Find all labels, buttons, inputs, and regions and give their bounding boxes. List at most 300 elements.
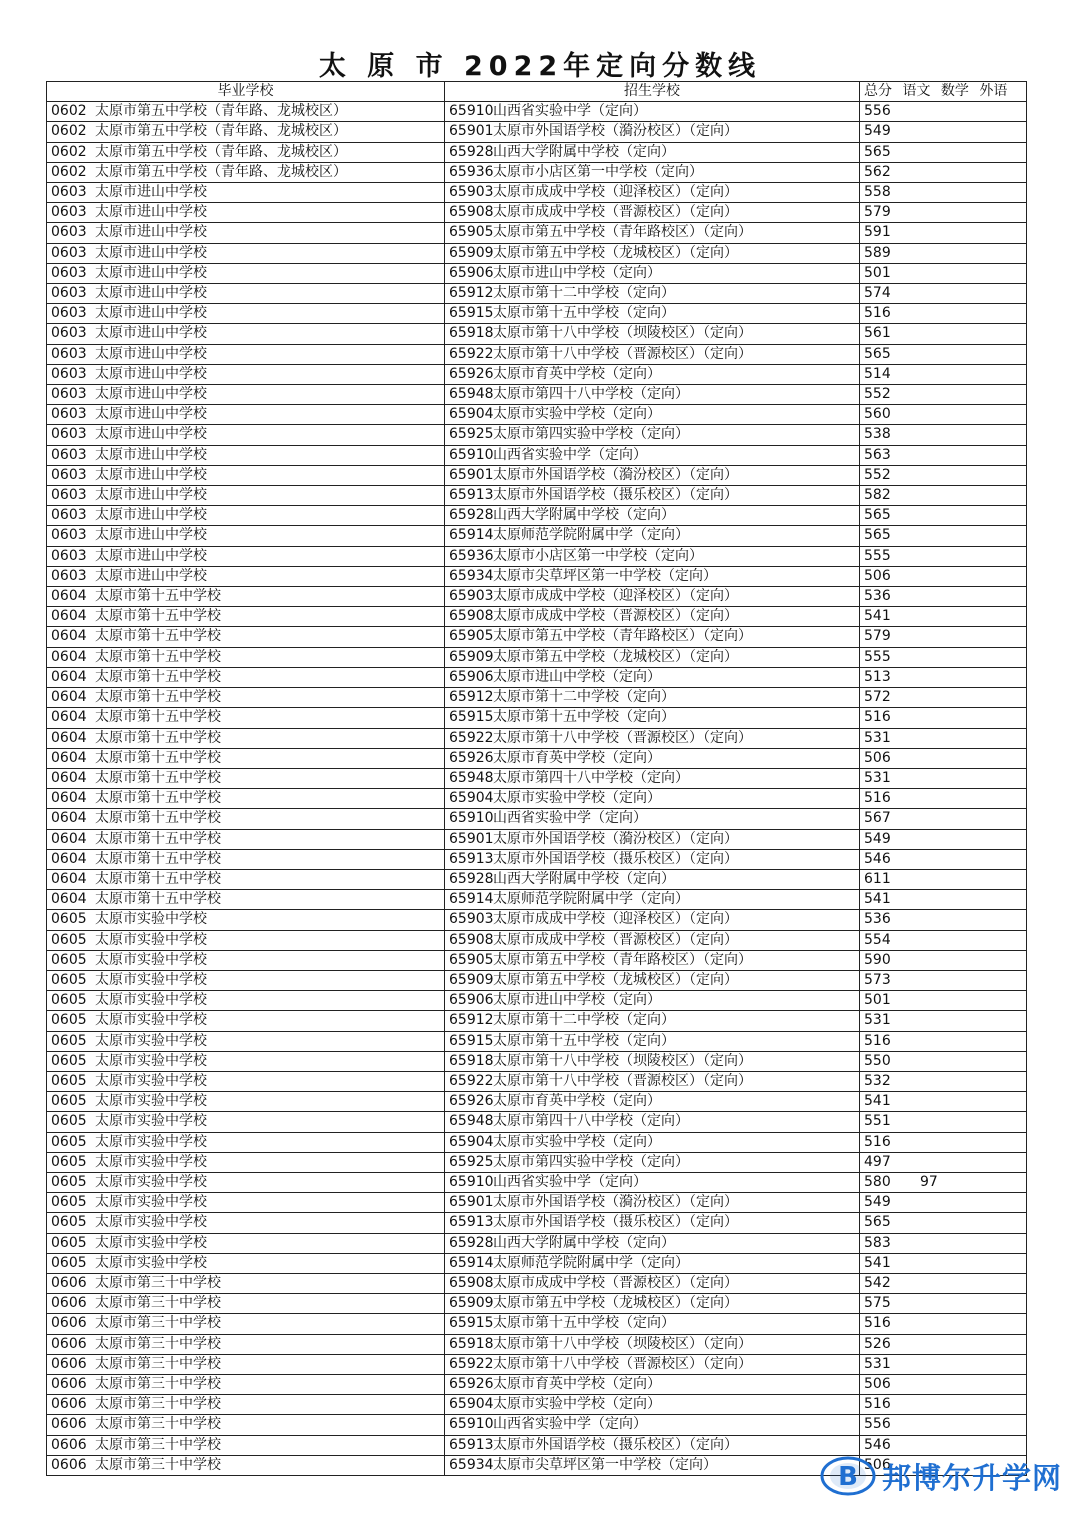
grad-school-cell: [47, 647, 445, 667]
grad-school-cell: [47, 263, 445, 283]
score-cell: [860, 1314, 1027, 1334]
enroll-school-name: 太原市第十八中学校（晋源校区）（定向）: [493, 345, 752, 362]
score-cell: [860, 1193, 1027, 1213]
enroll-school-code: 65906: [449, 264, 494, 281]
total-score: 565: [864, 1214, 891, 1231]
grad-school-code: 0605: [51, 931, 87, 948]
enroll-school-code: 65925: [449, 426, 494, 443]
enroll-school-name: 太原市进山中学校（定向）: [493, 264, 661, 281]
grad-school-cell: [47, 1051, 445, 1071]
enroll-school-code: 65904: [449, 406, 494, 423]
enroll-school-code: 65914: [449, 891, 494, 908]
enroll-school-cell: [445, 607, 860, 627]
grad-school-cell: [47, 385, 445, 405]
enroll-school-cell: [445, 1415, 860, 1435]
grad-school-name: 太原市进山中学校: [95, 527, 207, 544]
chinese-score: 97: [920, 1173, 938, 1190]
grad-school-cell: [47, 183, 445, 203]
enroll-school-name: 太原市实验中学校（定向）: [493, 790, 661, 807]
grad-school-code: 0603: [51, 507, 87, 524]
grad-school-code: 0604: [51, 709, 87, 726]
grad-school-name: 太原市进山中学校: [95, 224, 207, 241]
enroll-school-name: 太原市第五中学校（青年路校区）（定向）: [493, 628, 752, 645]
score-cell: [860, 364, 1027, 384]
score-cell: [860, 809, 1027, 829]
total-score: 516: [864, 1315, 891, 1332]
total-score: 506: [864, 749, 891, 766]
enroll-school-name: 太原市成成中学校（晋源校区）（定向）: [493, 1274, 738, 1291]
grad-school-code: 0603: [51, 365, 87, 382]
enroll-school-code: 65909: [449, 244, 494, 261]
enroll-school-code: 65904: [449, 1396, 494, 1413]
table-row: [47, 1051, 1027, 1071]
grad-school-name: 太原市进山中学校: [95, 487, 207, 504]
enroll-school-cell: [445, 1294, 860, 1314]
score-cell: [860, 1051, 1027, 1071]
grad-school-code: 0603: [51, 264, 87, 281]
table-row: [47, 587, 1027, 607]
score-cell: [860, 1354, 1027, 1374]
grad-school-name: 太原市第十五中学校: [95, 769, 221, 786]
grad-school-cell: [47, 122, 445, 142]
enroll-school-cell: [445, 587, 860, 607]
grad-school-cell: [47, 223, 445, 243]
enroll-school-cell: [445, 890, 860, 910]
grad-school-name: 太原市第三十中学校: [95, 1456, 221, 1473]
enroll-school-name: 太原市进山中学校（定向）: [493, 992, 661, 1009]
enroll-school-cell: [445, 1435, 860, 1455]
enroll-school-name: 太原市成成中学校（迎泽校区）（定向）: [493, 588, 738, 605]
grad-school-cell: [47, 1395, 445, 1415]
total-score: 579: [864, 628, 891, 645]
enroll-school-name: 太原市第十八中学校（坝陵校区）（定向）: [493, 1052, 752, 1069]
enroll-school-code: 65906: [449, 668, 494, 685]
table-row: [47, 1112, 1027, 1132]
grad-school-code: 0605: [51, 1173, 87, 1190]
enroll-school-code: 65922: [449, 1072, 494, 1089]
enroll-school-cell: [445, 829, 860, 849]
enroll-school-code: 65918: [449, 1052, 494, 1069]
enroll-school-cell: [445, 243, 860, 263]
grad-school-code: 0606: [51, 1396, 87, 1413]
enroll-school-name: 太原师范学院附属中学（定向）: [493, 891, 689, 908]
total-score: 506: [864, 1376, 891, 1392]
enroll-school-name: 太原市育英中学校（定向）: [493, 1376, 661, 1392]
enroll-school-code: 65936: [449, 547, 494, 564]
total-score: 549: [864, 123, 891, 140]
table-row: [47, 748, 1027, 768]
score-cell: [860, 183, 1027, 203]
total-score: 590: [864, 951, 891, 968]
enroll-school-name: 山西省实验中学（定向）: [493, 103, 647, 120]
enroll-school-name: 太原师范学院附属中学（定向）: [493, 527, 689, 544]
grad-school-code: 0603: [51, 527, 87, 544]
score-cell: [860, 688, 1027, 708]
enroll-school-name: 太原市外国语学校（摄乐校区）（定向）: [493, 1436, 738, 1453]
grad-school-name: 太原市进山中学校: [95, 184, 207, 201]
grad-school-cell: [47, 991, 445, 1011]
grad-school-cell: [47, 607, 445, 627]
enroll-school-name: 太原市第五中学校（龙城校区）（定向）: [493, 648, 738, 665]
grad-school-cell: [47, 708, 445, 728]
grad-school-code: 0606: [51, 1315, 87, 1332]
table-row: [47, 849, 1027, 869]
grad-school-cell: [47, 829, 445, 849]
score-cell: [860, 425, 1027, 445]
grad-school-name: 太原市进山中学校: [95, 325, 207, 342]
total-score: 565: [864, 507, 891, 524]
score-cell: [860, 445, 1027, 465]
enroll-school-code: 65901: [449, 123, 494, 140]
enroll-school-name: 太原市成成中学校（晋源校区）（定向）: [493, 204, 738, 221]
grad-school-code: 0605: [51, 1254, 87, 1271]
enroll-school-cell: [445, 1031, 860, 1051]
enroll-school-name: 山西大学附属中学校（定向）: [493, 143, 675, 160]
total-score: 561: [864, 325, 891, 342]
enroll-school-cell: [445, 869, 860, 889]
grad-school-code: 0603: [51, 406, 87, 423]
grad-school-cell: [47, 1233, 445, 1253]
grad-school-code: 0606: [51, 1456, 87, 1473]
grad-school-code: 0604: [51, 891, 87, 908]
enroll-school-name: 太原市成成中学校（晋源校区）（定向）: [493, 608, 738, 625]
grad-school-code: 0604: [51, 870, 87, 887]
watermark-text: 邦博尔升学网: [881, 1460, 1062, 1495]
grad-school-code: 0603: [51, 204, 87, 221]
table-row: [47, 506, 1027, 526]
grad-school-name: 太原市第十五中学校: [95, 749, 221, 766]
total-score: 536: [864, 911, 891, 928]
enroll-school-name: 太原市成成中学校（迎泽校区）（定向）: [493, 184, 738, 201]
grad-school-code: 0605: [51, 1052, 87, 1069]
enroll-school-name: 山西省实验中学（定向）: [493, 810, 647, 827]
enroll-school-code: 65948: [449, 1113, 494, 1130]
grad-school-name: 太原市实验中学校: [95, 1214, 207, 1231]
grad-school-cell: [47, 243, 445, 263]
grad-school-name: 太原市实验中学校: [95, 1254, 207, 1271]
table-row: [47, 324, 1027, 344]
grad-school-name: 太原市进山中学校: [95, 507, 207, 524]
enroll-school-code: 65910: [449, 1173, 494, 1190]
table-row: [47, 1435, 1027, 1455]
enroll-school-code: 65928: [449, 507, 494, 524]
enroll-school-name: 太原市第十八中学校（晋源校区）（定向）: [493, 1355, 752, 1372]
grad-school-cell: [47, 688, 445, 708]
enroll-school-cell: [445, 405, 860, 425]
enroll-school-name: 山西大学附属中学校（定向）: [493, 870, 675, 887]
grad-school-cell: [47, 1334, 445, 1354]
grad-school-cell: [47, 304, 445, 324]
score-cell: [860, 203, 1027, 223]
score-cell: [860, 1415, 1027, 1435]
grad-school-cell: [47, 748, 445, 768]
grad-school-name: 太原市第三十中学校: [95, 1295, 221, 1312]
enroll-school-code: 65913: [449, 1436, 494, 1453]
table-row: [47, 486, 1027, 506]
grad-school-code: 0603: [51, 285, 87, 302]
enroll-school-cell: [445, 1011, 860, 1031]
enroll-school-code: 65922: [449, 729, 494, 746]
table-row: [47, 1132, 1027, 1152]
enroll-school-name: 太原市实验中学校（定向）: [493, 406, 661, 423]
grad-school-cell: [47, 344, 445, 364]
grad-school-code: 0604: [51, 790, 87, 807]
score-cell: [860, 1253, 1027, 1273]
table-row: [47, 1314, 1027, 1334]
score-cell: [860, 1031, 1027, 1051]
grad-school-code: 0605: [51, 951, 87, 968]
total-score: 506: [864, 567, 891, 584]
grad-school-code: 0603: [51, 305, 87, 322]
total-score: 532: [864, 1072, 891, 1089]
enroll-school-name: 山西省实验中学（定向）: [493, 1173, 647, 1190]
enroll-school-name: 山西大学附属中学校（定向）: [493, 1234, 675, 1251]
total-score: 541: [864, 1254, 891, 1271]
enroll-school-code: 65909: [449, 1295, 494, 1312]
enroll-school-cell: [445, 223, 860, 243]
enroll-school-cell: [445, 1253, 860, 1273]
table-row: [47, 1415, 1027, 1435]
table-row: [47, 930, 1027, 950]
enroll-school-code: 65903: [449, 588, 494, 605]
grad-school-cell: [47, 1273, 445, 1293]
table-row: [47, 910, 1027, 930]
table-row: [47, 445, 1027, 465]
enroll-school-name: 山西省实验中学（定向）: [493, 1416, 647, 1433]
enroll-school-name: 太原师范学院附属中学（定向）: [493, 1254, 689, 1271]
grad-school-code: 0604: [51, 749, 87, 766]
table-row: [47, 142, 1027, 162]
enroll-school-cell: [445, 748, 860, 768]
enroll-school-code: 65913: [449, 1214, 494, 1231]
enroll-school-cell: [445, 142, 860, 162]
score-cell: [860, 526, 1027, 546]
enroll-school-cell: [445, 849, 860, 869]
enroll-school-name: 太原市第十二中学校（定向）: [493, 285, 675, 302]
enroll-school-code: 65913: [449, 850, 494, 867]
grad-school-name: 太原市第三十中学校: [95, 1416, 221, 1433]
grad-school-cell: [47, 1455, 445, 1475]
enroll-school-code: 65908: [449, 608, 494, 625]
grad-school-name: 太原市第十五中学校: [95, 668, 221, 685]
grad-school-name: 太原市第三十中学校: [95, 1355, 221, 1372]
total-score: 516: [864, 1396, 891, 1413]
table-header-row: [47, 82, 1027, 102]
grad-school-code: 0604: [51, 810, 87, 827]
watermark: [818, 1454, 1062, 1498]
grad-school-code: 0604: [51, 648, 87, 665]
enroll-school-cell: [445, 506, 860, 526]
table-row: [47, 203, 1027, 223]
enroll-school-code: 65909: [449, 971, 494, 988]
grad-school-code: 0602: [51, 123, 87, 140]
grad-school-name: 太原市进山中学校: [95, 466, 207, 483]
enroll-school-code: 65915: [449, 709, 494, 726]
grad-school-cell: [47, 1112, 445, 1132]
grad-school-code: 0604: [51, 668, 87, 685]
grad-school-code: 0604: [51, 729, 87, 746]
total-score: 541: [864, 891, 891, 908]
score-cell: [860, 1112, 1027, 1132]
grad-school-name: 太原市进山中学校: [95, 365, 207, 382]
grad-school-code: 0604: [51, 850, 87, 867]
enroll-school-cell: [445, 728, 860, 748]
score-cell: [860, 1213, 1027, 1233]
enroll-school-code: 65918: [449, 325, 494, 342]
grad-school-code: 0606: [51, 1376, 87, 1392]
enroll-school-code: 65908: [449, 204, 494, 221]
grad-school-cell: [47, 445, 445, 465]
enroll-school-name: 太原市第五中学校（龙城校区）（定向）: [493, 1295, 738, 1312]
score-cell: [860, 1011, 1027, 1031]
total-score: 554: [864, 931, 891, 948]
grad-school-cell: [47, 465, 445, 485]
grad-school-name: 太原市第五中学校（青年路、龙城校区）: [95, 163, 347, 180]
total-score: 550: [864, 1052, 891, 1069]
grad-school-cell: [47, 566, 445, 586]
page-title: 太 原 市 2022年定向分数线: [318, 51, 762, 82]
score-cell: [860, 304, 1027, 324]
grad-school-name: 太原市实验中学校: [95, 1052, 207, 1069]
table-row: [47, 1011, 1027, 1031]
table-row: [47, 1152, 1027, 1172]
header-enroll-school: 招生学校: [445, 82, 860, 102]
table-row: [47, 627, 1027, 647]
enroll-school-code: 65914: [449, 1254, 494, 1271]
grad-school-cell: [47, 627, 445, 647]
enroll-school-cell: [445, 1354, 860, 1374]
total-score: 546: [864, 1436, 891, 1453]
table-row: [47, 1375, 1027, 1395]
table-row: [47, 890, 1027, 910]
grad-school-name: 太原市第十五中学校: [95, 870, 221, 887]
grad-school-code: 0606: [51, 1436, 87, 1453]
grad-school-code: 0605: [51, 1153, 87, 1170]
score-cell: [860, 566, 1027, 586]
grad-school-name: 太原市第十五中学校: [95, 729, 221, 746]
grad-school-code: 0604: [51, 588, 87, 605]
grad-school-code: 0603: [51, 345, 87, 362]
grad-school-code: 0603: [51, 426, 87, 443]
enroll-school-name: 太原市第五中学校（青年路校区）（定向）: [493, 224, 752, 241]
total-score: 506: [864, 1456, 891, 1473]
grad-school-name: 太原市实验中学校: [95, 1153, 207, 1170]
table-row: [47, 1233, 1027, 1253]
total-score: 531: [864, 729, 891, 746]
enroll-school-code: 65926: [449, 1093, 494, 1110]
table-row: [47, 708, 1027, 728]
grad-school-cell: [47, 1071, 445, 1091]
grad-school-cell: [47, 526, 445, 546]
grad-school-cell: [47, 1092, 445, 1112]
enroll-school-name: 太原市第十二中学校（定向）: [493, 1012, 675, 1029]
total-score: 514: [864, 365, 891, 382]
enroll-school-cell: [445, 526, 860, 546]
enroll-school-cell: [445, 1334, 860, 1354]
score-cell: [860, 142, 1027, 162]
grad-school-name: 太原市进山中学校: [95, 446, 207, 463]
table-row: [47, 829, 1027, 849]
grad-school-name: 太原市进山中学校: [95, 386, 207, 403]
grad-school-cell: [47, 890, 445, 910]
enroll-school-cell: [445, 344, 860, 364]
grad-school-code: 0606: [51, 1335, 87, 1352]
grad-school-name: 太原市实验中学校: [95, 971, 207, 988]
grad-school-code: 0606: [51, 1355, 87, 1372]
enroll-school-name: 太原市实验中学校（定向）: [493, 1396, 661, 1413]
enroll-school-name: 太原市第四十八中学校（定向）: [493, 769, 689, 786]
enroll-school-cell: [445, 385, 860, 405]
grad-school-name: 太原市第五中学校（青年路、龙城校区）: [95, 143, 347, 160]
enroll-school-cell: [445, 162, 860, 182]
table-row: [47, 1253, 1027, 1273]
enroll-school-cell: [445, 1193, 860, 1213]
score-cell: [860, 1294, 1027, 1314]
grad-school-code: 0603: [51, 446, 87, 463]
total-score: 556: [864, 103, 891, 120]
table-row: [47, 1354, 1027, 1374]
enroll-school-cell: [445, 122, 860, 142]
grad-school-name: 太原市第五中学校（青年路、龙城校区）: [95, 123, 347, 140]
grad-school-code: 0605: [51, 971, 87, 988]
grad-school-cell: [47, 768, 445, 788]
grad-school-code: 0604: [51, 689, 87, 706]
grad-school-name: 太原市第三十中学校: [95, 1335, 221, 1352]
table-row: [47, 425, 1027, 445]
total-score: 565: [864, 345, 891, 362]
score-cell: [860, 486, 1027, 506]
total-score: 567: [864, 810, 891, 827]
enroll-school-name: 太原市第十五中学校（定向）: [493, 1032, 675, 1049]
enroll-school-code: 65901: [449, 1194, 494, 1211]
grad-school-cell: [47, 667, 445, 687]
grad-school-name: 太原市第十五中学校: [95, 830, 221, 847]
score-cell: [860, 102, 1027, 122]
grad-school-code: 0603: [51, 567, 87, 584]
score-cell: [860, 1273, 1027, 1293]
grad-school-code: 0604: [51, 769, 87, 786]
score-cell: [860, 1152, 1027, 1172]
grad-school-code: 0603: [51, 386, 87, 403]
total-score: 558: [864, 184, 891, 201]
score-cell: [860, 890, 1027, 910]
enroll-school-cell: [445, 102, 860, 122]
grad-school-code: 0603: [51, 325, 87, 342]
total-score: 575: [864, 1295, 891, 1312]
enroll-school-name: 太原市成成中学校（晋源校区）（定向）: [493, 931, 738, 948]
grad-school-cell: [47, 728, 445, 748]
grad-school-code: 0606: [51, 1416, 87, 1433]
grad-school-cell: [47, 1031, 445, 1051]
enroll-school-code: 65912: [449, 1012, 494, 1029]
enroll-school-code: 65912: [449, 285, 494, 302]
enroll-school-cell: [445, 991, 860, 1011]
table-row: [47, 607, 1027, 627]
grad-school-code: 0606: [51, 1274, 87, 1291]
grad-school-cell: [47, 1011, 445, 1031]
enroll-school-code: 65926: [449, 1376, 494, 1392]
total-score: 516: [864, 1032, 891, 1049]
table-row: [47, 950, 1027, 970]
table-row: [47, 102, 1027, 122]
enroll-school-cell: [445, 304, 860, 324]
enroll-school-name: 太原市第四十八中学校（定向）: [493, 1113, 689, 1130]
table-row: [47, 991, 1027, 1011]
table-row: [47, 566, 1027, 586]
enroll-school-code: 65908: [449, 931, 494, 948]
enroll-school-code: 65903: [449, 911, 494, 928]
total-score: 501: [864, 264, 891, 281]
